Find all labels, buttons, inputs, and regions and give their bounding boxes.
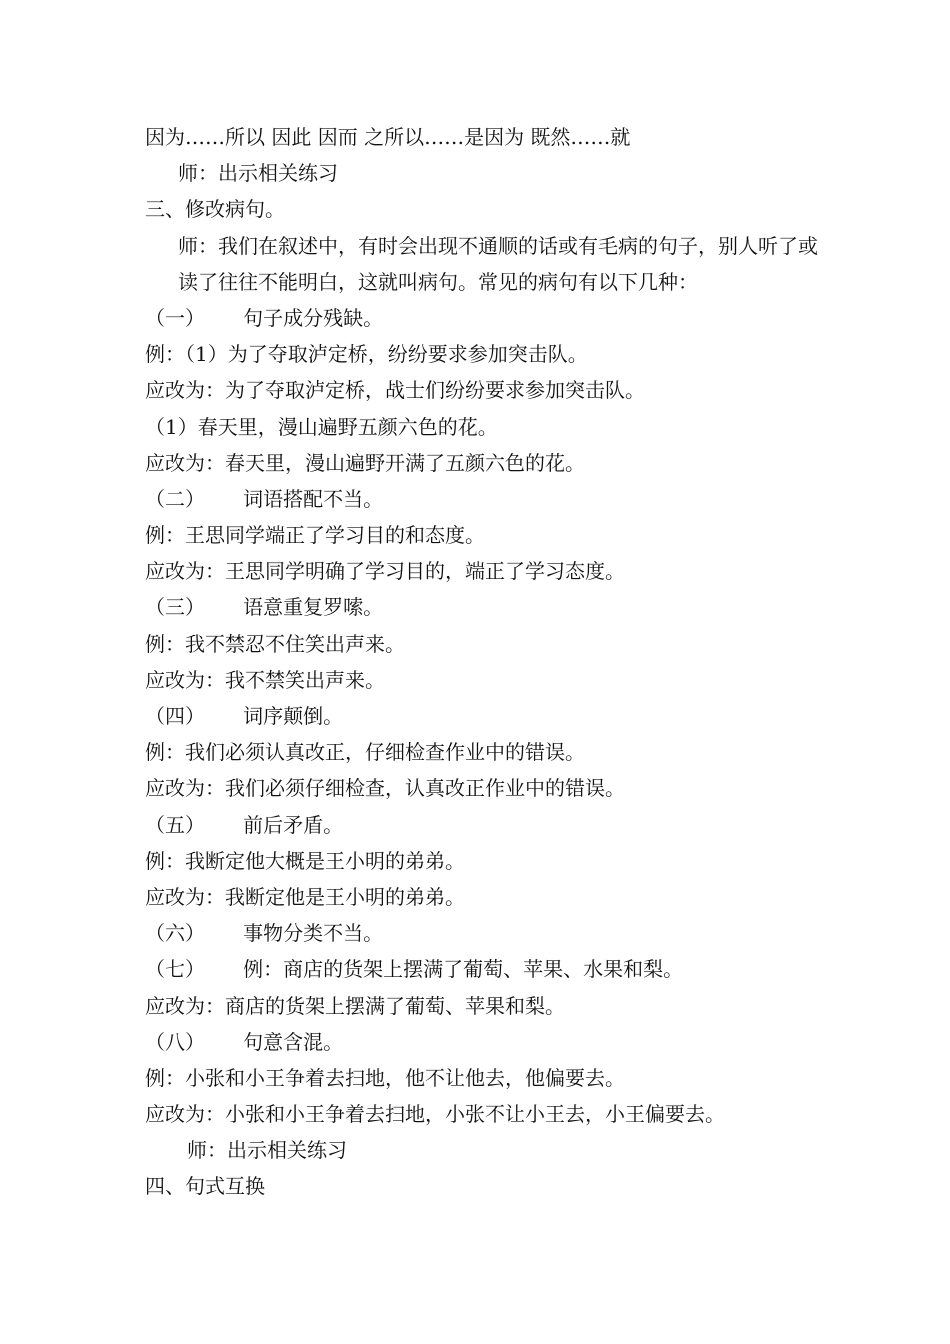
teacher-intro-paragraph: 师：我们在叙述中，有时会出现不通顺的话或有毛病的句子，别人听了或读了往往不能明白，这就叫病句。常见的病句有以下几种：: [178, 233, 818, 294]
correction-line: 应改为：我们必须仔细检查，认真改正作业中的错误。: [145, 776, 625, 801]
example-line: 例：我不禁忍不住笑出声来。: [145, 631, 405, 656]
connective-words-line: 因为……所以 因此 因而 之所以……是因为 既然……就: [145, 125, 631, 149]
correction-line: 应改为：春天里，漫山遍野开满了五颜六色的花。: [145, 450, 585, 475]
correction-line: 应改为：小张和小王争着去扫地，小张不让小王去，小王偏要去。: [145, 1102, 725, 1127]
correction-line: 应改为：我断定他是王小明的弟弟。: [145, 884, 465, 909]
section-heading-4: 四、句式互换: [145, 1174, 265, 1199]
category-heading-1: （一） 句子成分残缺。: [145, 305, 384, 330]
correction-line: 应改为：为了夺取泸定桥，战士们纷纷要求参加突击队。: [145, 378, 645, 403]
example-line: 例：小张和小王争着去扫地，他不让他去，他偏要去。: [145, 1065, 625, 1090]
correction-line: 应改为：我不禁笑出声来。: [145, 667, 385, 692]
category-heading-7: （七） 例：商店的货架上摆满了葡萄、苹果、水果和梨。: [145, 957, 684, 982]
category-heading-8: （八） 句意含混。: [145, 1029, 344, 1054]
teacher-exercise-note: 师：出示相关练习: [187, 1138, 347, 1163]
category-heading-5: （五） 前后矛盾。: [145, 812, 344, 837]
example-line: 例：（1）为了夺取泸定桥，纷纷要求参加突击队。: [145, 342, 588, 367]
section-heading-3: 三、修改病句。: [145, 197, 285, 222]
example-line: 例：我们必须认真改正，仔细检查作业中的错误。: [145, 740, 585, 765]
teacher-exercise-note: 师：出示相关练习: [178, 161, 338, 186]
correction-line: 应改为：商店的货架上摆满了葡萄、苹果和梨。: [145, 993, 565, 1018]
correction-line: 应改为：王思同学明确了学习目的，端正了学习态度。: [145, 559, 625, 584]
example-line: 例：我断定他大概是王小明的弟弟。: [145, 848, 465, 873]
example-line: 例：王思同学端正了学习目的和态度。: [145, 523, 485, 548]
example-line: （1）春天里，漫山遍野五颜六色的花。: [145, 414, 498, 439]
document-body: [145, 119, 825, 1205]
category-heading-3: （三） 语意重复罗嗦。: [145, 595, 384, 620]
category-heading-2: （二） 词语搭配不当。: [145, 486, 384, 511]
category-heading-4: （四） 词序颠倒。: [145, 704, 344, 729]
category-heading-6: （六） 事物分类不当。: [145, 921, 384, 946]
